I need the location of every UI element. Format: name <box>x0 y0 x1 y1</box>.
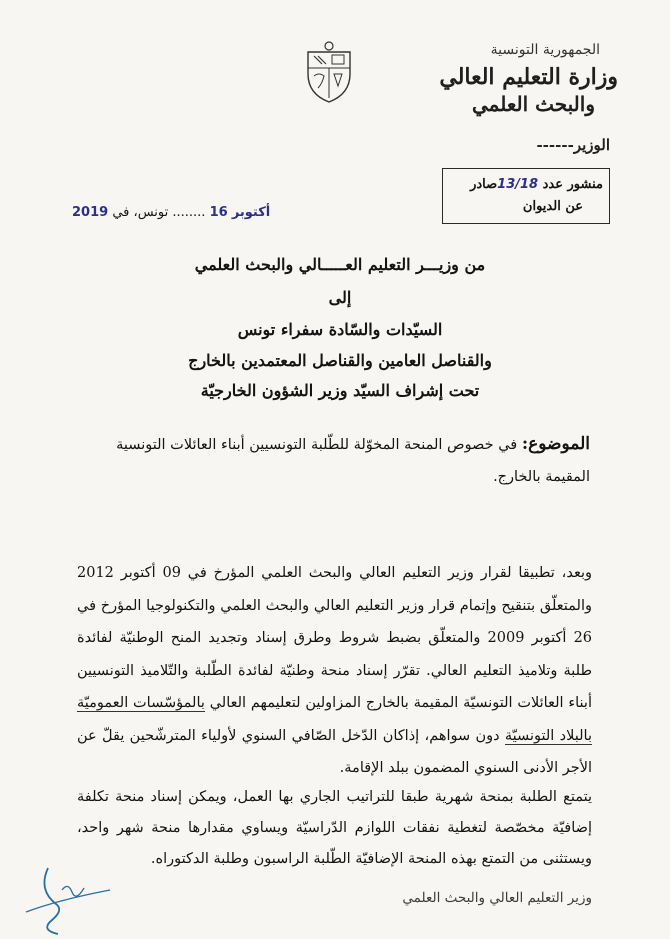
ministry-name-line1: وزارة التعليم العالي <box>439 64 618 90</box>
ministry-name-line2: والبحث العلمي <box>471 92 595 116</box>
circular-prefix: منشور عدد <box>542 177 603 192</box>
circular-issued: صادر <box>470 177 498 192</box>
date-dots: ........ <box>172 205 206 220</box>
date-stamp-day: 16 <box>209 205 228 220</box>
minister-label <box>536 136 610 154</box>
tunisia-coat-of-arms-icon <box>300 40 358 104</box>
subject-text: في خصوص المنحة المخوّلة للطّلبة التونسيين أبناء العائلات التونسية المقيمة بالخارج. <box>116 437 590 485</box>
to-line: إلى <box>328 288 352 307</box>
circular-number-line <box>470 177 603 192</box>
consuls-line: والقناصل العامين والقناصل المعتمدين بالخارج <box>188 351 492 370</box>
minister-text: الوزير <box>573 136 610 154</box>
date-stamp-year: 2019 <box>72 205 109 220</box>
subject-block <box>80 428 590 493</box>
date-line <box>72 205 270 220</box>
circular-from-office: عن الديوان <box>522 199 583 214</box>
signature-title: وزير التعليم العالي والبحث العلمي <box>402 890 592 906</box>
minister-dashes: ------ <box>536 136 574 154</box>
date-stamp-month: أكتوبر <box>231 205 271 220</box>
body-paragraph-2: يتمتع الطلبة بمنحة شهرية طبقا للتراتيب الجاري بها العمل، ويمكن إسناد منحة تكلفة إضافيّة مخصّصة لتغطية نفقات اللوازم الدّراسيّة ويساوي مقدارها منحة شهر واحد، ويستثنى من التمتع بهذه المنحة الإضافيّة الطّلبة الراسبون وطلبة الدكتوراه. <box>77 789 592 867</box>
circular-number2: 18 <box>520 177 539 192</box>
circular-number-stamp <box>442 168 610 224</box>
p1-underlined-text: بالمؤسّسات العموميّة بالبلاد التونسيّة <box>77 695 592 744</box>
p1-text-before: وبعد، تطبيقا لقرار وزير التعليم العالي والبحث العلمي المؤرخ في 09 أكتوبر 2012 والمتعلّق بتنقيح وإتمام قرار وزير التعليم العالي والبحث العلمي والتكنولوجيا المؤرخ في 26 أكتوبر 2009 والمتعلّق بضبط شروط وطرق إسناد وتجديد المنح الوطنيّة لفائدة طلبة وتلاميذ التعليم العالي. تقرّر إسناد منحة وطنيّة لفائدة الطّلبة والتّلاميذ التونسيين أبناء العائلات التونسيّة المقيمة بالخارج المزاولين لتعليمهم العالي <box>77 565 593 711</box>
circular-slash: / <box>515 177 520 192</box>
p1-text-after: دون سواهم، إذاكان الدّخل الصّافي السنوي لأولياء المترشّحين يقلّ عن الأجر الأدنى السنوي المضمون ببلد الإقامة. <box>77 727 592 776</box>
subject-label: الموضوع: <box>521 434 590 454</box>
date-city: تونس، في <box>112 205 169 220</box>
sender-line: من وزيـــر التعليم العـــــالي والبحث العلمي <box>194 255 486 274</box>
republic-label: الجمهورية التونسية <box>490 42 600 58</box>
circular-number: 13 <box>497 177 516 192</box>
ambassadors-line: السيّدات والسّادة سفراء تونس <box>237 320 443 339</box>
handwritten-signature-icon <box>18 860 118 939</box>
body-paragraph-1 <box>77 557 592 785</box>
supervision-line: تحت إشراف السيّد وزير الشؤون الخارجيّة <box>200 381 480 400</box>
